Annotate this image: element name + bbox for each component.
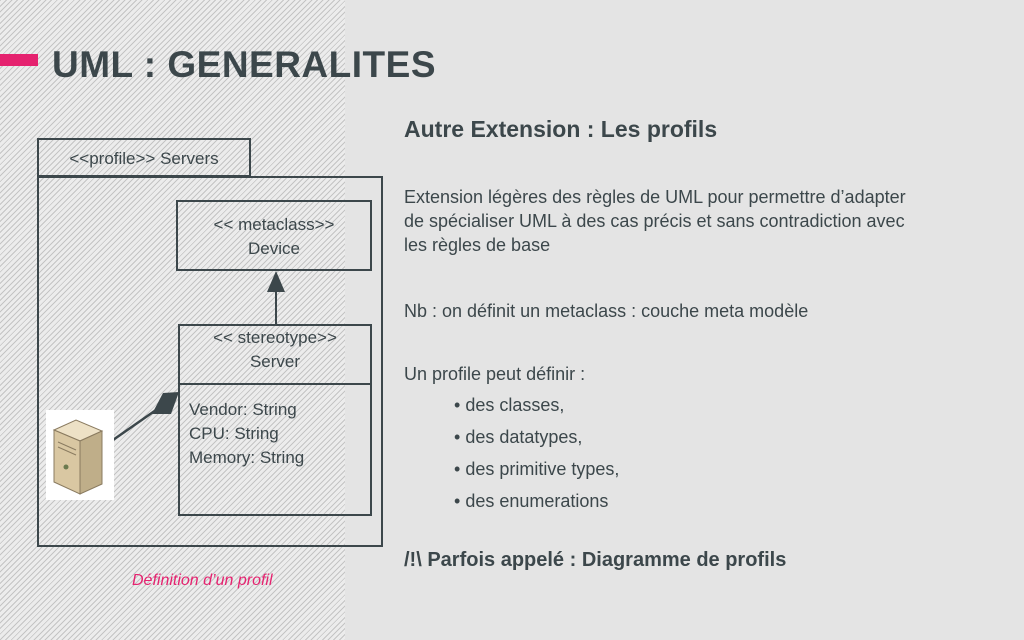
list-item: • des classes, — [454, 393, 964, 425]
profile-label: <<profile>> Servers — [69, 149, 219, 168]
composition-diamond — [152, 392, 179, 414]
content-panel — [404, 116, 964, 572]
attribute-memory: Memory: String — [189, 448, 305, 467]
attribute-vendor: Vendor: String — [189, 400, 297, 419]
warning-note: /!\ Parfois appelé : Diagramme de profils — [404, 549, 787, 571]
list-item: • des primitive types, — [454, 457, 964, 489]
diagram-caption: Définition d’un profil — [132, 572, 273, 589]
slide-title: UML : GENERALITES — [52, 44, 436, 85]
profile-capabilities-list — [404, 393, 964, 521]
extension-arrowhead — [267, 271, 285, 292]
list-item: • des enumerations — [454, 489, 964, 521]
section-subtitle: Autre Extension : Les profils — [404, 116, 718, 142]
metaclass-stereotype: << metaclass>> — [213, 215, 335, 234]
attribute-cpu: CPU: String — [189, 424, 279, 443]
list-intro: Un profile peut définir : — [404, 364, 586, 384]
profile-diagram — [0, 0, 400, 560]
metaclass-box — [177, 201, 371, 270]
stereotype-label: << stereotype>> — [213, 328, 337, 347]
list-item: • des datatypes, — [454, 425, 964, 457]
server-tower-icon — [46, 410, 114, 500]
nb-text: Nb : on définit un metaclass : couche meta modèle — [404, 301, 809, 321]
metaclass-name: Device — [248, 239, 300, 258]
composition-line — [113, 410, 156, 440]
description-text: Extension légères des règles de UML pour permettre d’adapter de spécialiser UML à des cas précis et sans contradiction avec les règles de base — [404, 187, 906, 255]
stereotype-name: Server — [249, 352, 301, 371]
